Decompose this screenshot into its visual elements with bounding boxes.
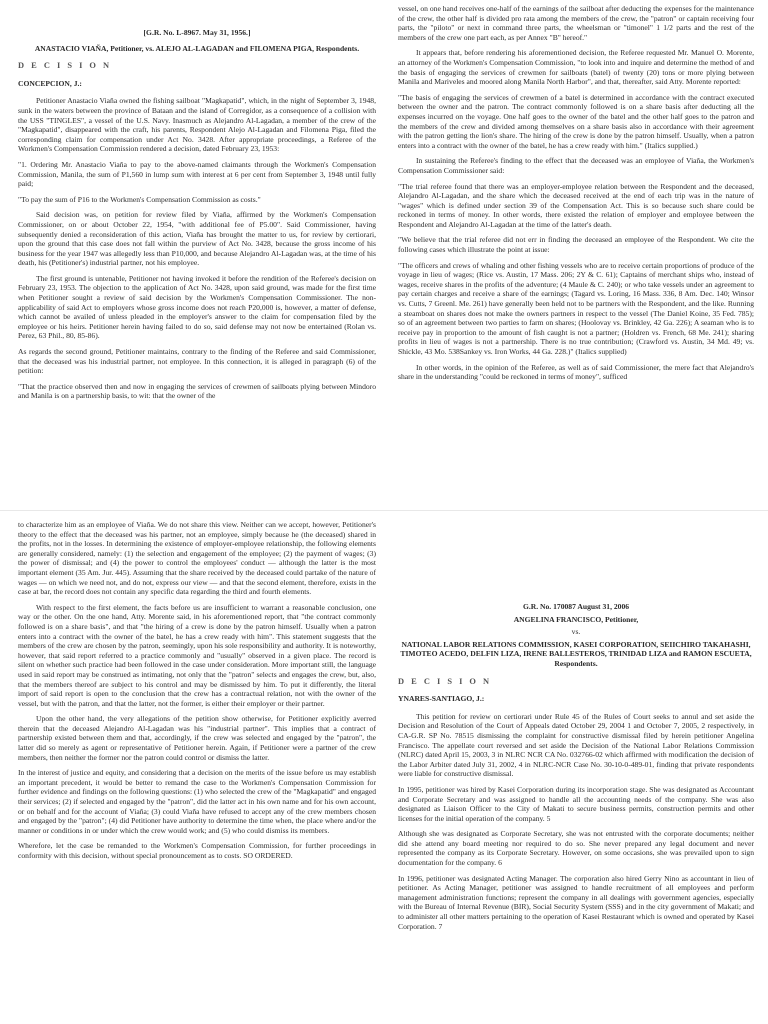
page1-left-column: [18, 28, 376, 407]
case1-quote: "The officers and crews of whaling and other fishing vessels who are to receive certain proportions of produce of the voyage in lieu of wages; (Rice vs. Austin, 17 Mass. 206; 2Y & C. 61); Captains of merchant ships who, instead of wages, receive shares in the profits of the adventure; (4 Maule & C. 240); or who take vessels under an agreement to pay certain charges and receive a share of the earnings; (Tagard vs. Loring, 16 Mass. 336, 8 Am. Dec. 140; Winsor vs. Cutts, 7 Greenl. Me. 261) have generally been held not to be partners with the Respondent, and the like. Running a steamboat on shares does not make the owners partners in respect to the vessel (The Daniel Koine, 35 Fed. 785); so of an agreement between two parties to farm on shares; (Hoolovay vs. Brinkley, 42 Ga. 226); A seaman who is to receive pay in proportion to the amount of fish caught is not a partner; (Holdren vs. French, 68 Me. 241); sharing profits in lieu of wages is not a partnership. There is no true contribution; (Crawford vs. Austin, 34 Md. 49; vs. Shickle, 43 Mo. 538Sankey vs. Iron Works, 44 Ga. 228.)" (Italics supplied): [398, 260, 754, 356]
case1-quote: "The basis of engaging the services of crewmen of a batel is determined in accordance with the contract executed between the owner and the patron. The contract commonly followed is on a share basis after deducting all the expenses incurred on the voyage. One half goes to the owner of the batel and the other half goes to the patron and the members of the crew and divided among themselves on a share basis also in accordance with their agreement with the patron getting the lion's share. The hiring of the crew is done by the patron himself. Usually, when a patron enters into a contract with the owner of the batel, he has a crew ready with him." (Italics supplied.): [398, 92, 754, 150]
page1-right-column: [398, 4, 754, 388]
case1-paragraph: It appears that, before rendering his aforementioned decision, the Referee requested Mr. Manuel O. Morente, an attorney of the Workmen's Compensation Commission, "to look into and inquire and determine the method of and the basis of engaging the services of crewmen for sailboats (batel) of twenty (20) tons or more plying between Manila and Mariveles and moored along Manila North Harbor", and that, thereafter, said Atty. Morente reported:: [398, 48, 754, 87]
case1-paragraph: Said decision was, on petition for review filed by Viaña, affirmed by the Workmen's Compensation Commissioner, on or about October 22, 1954, "with additional fee of P5.00". Said Commissioner, having subsequently denied a reconsideration of this action, Viaña has brought the matter to us, for review by certiorari, upon the ground that this case does not fall within the purview of Act No. 3428, because the gross income of his business for the year 1947 was allegedly less than P10,000, and because Alejandro Al-Lagadan was, at the time of his death, his (Petitioner's) industrial partner, not his employee.: [18, 210, 376, 268]
case2-respondents: NATIONAL LABOR RELATIONS COMMISSION, KASEI CORPORATION, SEIICHIRO TAKAHASHI, TIMOTEO ACEDO, DELFIN LIZA, IRENE BALLESTEROS, TRINIDAD LIZA and RAMON ESCUETA, Respondents.: [400, 639, 752, 668]
case1-paragraph: In other words, in the opinion of the Referee, as well as of said Commissioner, the mere fact that Alejandro's share in the understanding "could be reckoned in terms of money", sufficed: [398, 362, 754, 382]
case1-quote: "1. Ordering Mr. Anastacio Viaña to pay to the above-named claimants through the Workmen's Compensation Commission, Manila, the sum of P1,560 in lump sum with interest at 6 per cent from September 3, 1948 until fully paid;: [18, 159, 376, 189]
case1-paragraph: In sustaining the Referee's finding to the effect that the deceased was an employee of Viaña, the Workmen's Compensation Commissioner said:: [398, 156, 754, 175]
case1-judge: CONCEPCION, J.:: [18, 78, 82, 88]
case2-paragraph: This petition for review on certiorari under Rule 45 of the Rules of Court seeks to annul and set aside the Decision and Resolution of the Court of Appeals dated October 29, 2004 1 and October 7, 2005, 2 respectively, in CA-G.R. SP No. 78515 dismissing the complaint for constructive dismissal filed by herein petitioner Angelina Francisco. The appellate court reversed and set aside the Decision of the National Labor Relations Commission (NLRC) dated April 15, 2003, 3 in NLRC NCR CA No. 032766-02 which affirmed with modification the decision of the Labor Arbiter dated July 31, 2002, 4 in NLRC-NCR Case No. 30-10-0-489-01, finding that private respondents were liable for constructive dismissal.: [398, 711, 754, 779]
case1-paragraph: In the interest of justice and equity, and considering that a decision on the merits of the issue before us may establish an important precedent, it would be better to remand the case to the Workmen's Compensation Commission for further evidence and findings on the following questions: (1) who selected the crew of the "Magkapatid" and engaged their services; (2) if selected and engaged by the "patron", did the latter act in his own name and for his own account, or on behalf and for the account of Viaña; (3) could Viaña have refused to accept any of the crew members chosen and engaged by the "patron"; (4) did Petitioner have authority to determine the time when, the place where and/or the manner or conditions in or under which the crew would work; and (5) who could dismiss its members.: [18, 768, 376, 835]
case1-quote: "The trial referee found that there was an employer-employee relation between the Respondent and the deceased, Alejandro Al-Lagadan, and the share which the deceased received at the end of each trip was in the nature of "wages" which is defined under section 39 of the Compensation Act. This is so because such share could be reckoned in terms of money. In other words, there existed the relation of employer and employee between the Respondent and Alejandro Al-Lagadan at the time of the latter's death.: [398, 181, 754, 229]
case2-paragraph: Although she was designated as Corporate Secretary, she was not entrusted with the corporate documents; neither did she attend any board meeting nor required to do so. She never prepared any legal document and never represented the company as its Corporate Secretary. However, on some occasions, she was prevailed upon to sign documentation for the company. 6: [398, 829, 754, 868]
page-divider: [0, 510, 768, 511]
case2-gr-number: G.R. No. 170087 August 31, 2006: [522, 602, 630, 611]
case1-parties: ANASTACIO VIAÑA, Petitioner, vs. ALEJO AL-LAGADAN and FILOMENA PIGA, Respondents.: [34, 43, 360, 53]
case1-paragraph: As regards the second ground, Petitioner maintains, contrary to the finding of the Referee and said Commissioner, that the deceased was his industrial partner, not employee. In this connection, it is alleged in paragraph (6) of the petition:: [18, 347, 376, 376]
case1-paragraph: With respect to the first element, the facts before us are insufficient to warrant a reasonable conclusion, one way or the other. On the one hand, Atty. Morente said, in his aforementioned report, that "the contract commonly followed is on a share basis", and that "the hiring of a crew is done by the patron himself. Usually when a patron enters into a contract with the owner of the batel, he has a crew ready with him". This statement suggests that the members of the crew are chosen by the patron, seemingly, upon his sole responsibility and authority. It is noteworthy, however, that said report referred to a practice commonly and "usually" observed in a given place. The record is silent on whether such practice had been followed in the case under consideration. More important still, the language used in said report may be construed as intimating, not only that the "patron" selects and engages the crew, but, also, that the members thereof are subject to his control and may be dismissed by him. To put it differently, the literal import of said report is open to the conclusion that the crew has a contractual relation, not with the owner of the vessel, but with the patron, and that the latter, not the former, is either their employer or their partner.: [18, 602, 376, 708]
page2-left-column: [18, 520, 376, 867]
case2-decision-heading: D E C I S I O N: [398, 676, 492, 686]
case2-petitioner: ANGELINA FRANCISCO, Petitioner,: [513, 614, 639, 624]
case2-judge: YNARES-SANTIAGO, J.:: [398, 694, 485, 704]
case2-paragraph: In 1996, petitioner was designated Acting Manager. The corporation also hired Gerry Nino as accountant in lieu of petitioner. As Acting Manager, petitioner was assigned to handle recruitment of all employees and perform management administration functions; represent the company in all dealings with government agencies, especially with the Bureau of Internal Revenue (BIR), Social Security System (SSS) and in the city government of Makati; and to administer all other matters pertaining to the operation of Kasei Restaurant which is owned and operated by Kasei Corporation. 7: [398, 873, 754, 931]
case1-quote: "To pay the sum of P16 to the Workmen's Compensation Commission as costs.": [18, 194, 261, 204]
case1-dispositive: Wherefore, let the case be remanded to the Workmen's Compensation Commission, for further proceedings in conformity with this decision, without special pronouncement as to costs. SO ORDERED.: [18, 841, 376, 860]
case1-quote: "That the practice observed then and now in engaging the services of crewmen of sailboats plying between Mindoro and Manila is on a partnership basis, to wit: that the owner of the: [18, 381, 376, 401]
case1-decision-heading: D E C I S I O N: [18, 61, 112, 71]
page2-right-column: [398, 602, 754, 937]
case1-quote: "We believe that the trial referee did not err in finding the deceased an employee of the Respondent. We cite the following cases which illustrate the point at issue:: [398, 235, 754, 255]
case1-paragraph: Petitioner Anastacio Viaña owned the fishing sailboat "Magkapatid", which, in the night of September 3, 1948, sunk in the waters between the province of Bataan and the island of Corregidor, as a consequence of a collision with the USS "TINGLES", a vessel of the U.S. Navy. Inasmuch as Alejandro Al-Lagadan, a member of the crew of the "Magkapatid", disappeared with the craft, his parents, Respondent Alejo Al-Lagadan and Filomena Piga, filed the corresponding claim for compensation under Act No. 3428. After appropriate proceedings, a Referee of the Workmen's Compensation Commission rendered a decision, dated February 23, 1953:: [18, 96, 376, 154]
case1-paragraph: vessel, on one hand receives one-half of the earnings of the sailboat after deducting the expenses for the maintenance of the crew, the other half is divided pro rata among the members of the crew, the "patron" or captain receiving four parts, the "piloto" or next in command three parts, the wheelsman or "timonel" 1 1/2 parts and the rest of the members of the crew one part each, as per Annex "B" hereof.": [398, 4, 754, 42]
case2-vs: vs.: [571, 627, 581, 637]
case1-paragraph: The first ground is untenable, Petitioner not having invoked it before the rendition of the Referee's decision on February 23, 1953. The objection to the application of Act No. 3428, upon said ground, was made for the first time when Petitioner sought a review of said decision by the Workmen's Compensation Commissioner. The non-applicability of said Act to employers whose gross income does not reach P20,000 is, however, a matter of defense, which cannot be availed of unless pleaded in the employer's answer to the claim for compensation filed by the employee or his heirs. Petitioner herein having failed to do so, said defense may not now be entertained (Rolan vs. Perez, 63 Phil., 80, 85-86).: [18, 273, 376, 341]
case1-paragraph: Upon the other hand, the very allegations of the petition show otherwise, for Petitioner explicitly averred therein that the deceased Alejandro Al-Lagadan was his "industrial partner". This implies that a contract of partnership existed between them and that, accordingly, if the crew was selected and engaged by the "patron", the latter did so merely as agent or representative of Petitioner herein. Again, if Petitioner were a partner of the crew members, then neither the former nor the patron could control or dismiss the latter.: [18, 714, 376, 762]
case2-paragraph: In 1995, petitioner was hired by Kasei Corporation during its incorporation stage. She was designated as Accountant and Corporate Secretary and was assigned to handle all the accounting needs of the company. She was also designated as Liaison Officer to the City of Makati to secure business permits, construction permits and other licenses for the initial operation of the company. 5: [398, 784, 754, 823]
case1-paragraph: to characterize him as an employee of Viaña. We do not share this view. Neither can we accept, however, Petitioner's theory to the effect that the deceased was his partner, not an employee, simply because he (the deceased) shared in the profits, not in the losses. In determining the existence of employer-employee relationship, the following elements are generally considered, namely: (1) the selection and engagement of the employee; (2) the payment of wages; (3) the power of dismissal; and (4) the power to control the employees' conduct — although the latter is the most important element (35 Am. Jur. 445). Assuming that the share received by the deceased could partake of the nature of wages — on which we need not, and do not, express our view — and that the second element, therefore, exists in the case at bar, the record does not contain any specific data regarding the third and fourth elements.: [18, 520, 376, 597]
case1-gr-number: [G.R. No. L-8967. May 31, 1956.]: [143, 28, 251, 37]
